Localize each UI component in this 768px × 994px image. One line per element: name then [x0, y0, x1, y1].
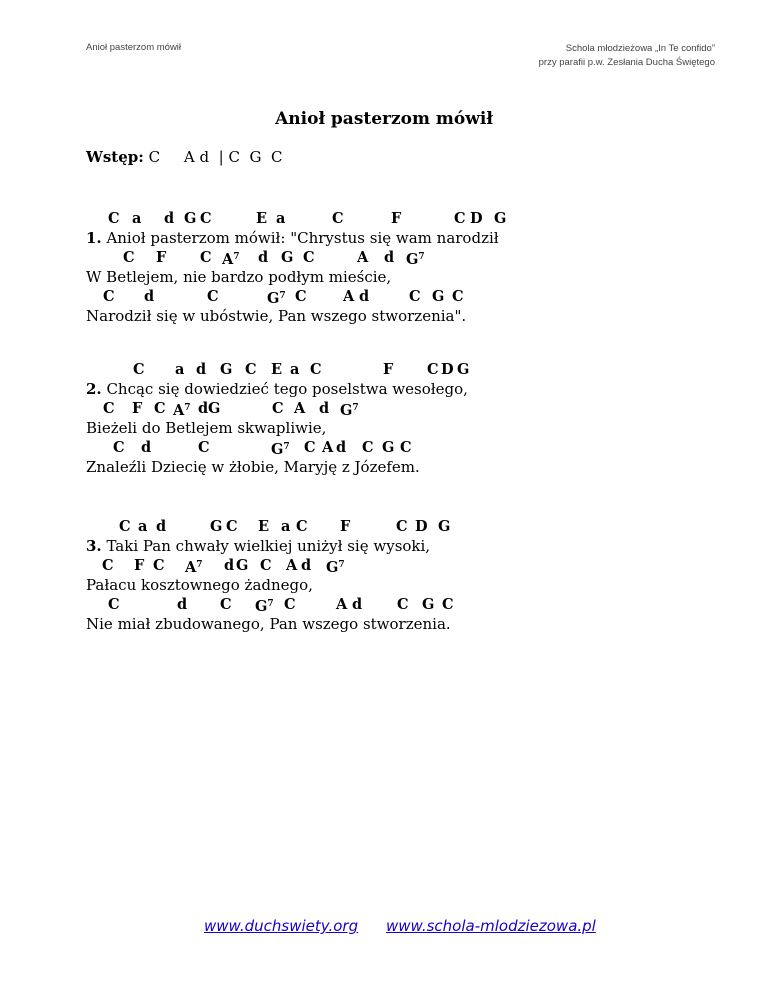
- verse-2: [86, 360, 468, 477]
- chord: d: [258, 249, 269, 266]
- chord: G: [208, 400, 221, 417]
- lyric-text: W Betlejem, nie bardzo podłym mieście,: [86, 267, 392, 286]
- chord: D: [441, 361, 454, 378]
- chord-root: G: [271, 441, 284, 458]
- chord: G: [382, 439, 395, 456]
- chord: C: [400, 439, 412, 456]
- chord: C: [260, 557, 272, 574]
- chord: C: [108, 210, 120, 227]
- chord: F: [391, 210, 402, 227]
- footer-link-duchswiety[interactable]: www.duchswiety.org: [204, 917, 359, 935]
- chord: [222, 248, 240, 270]
- verse-number: 2.: [86, 379, 102, 398]
- chord: a: [290, 361, 300, 378]
- chord: d: [141, 439, 152, 456]
- intro-label: Wstęp:: [86, 148, 144, 166]
- chord: d: [319, 400, 330, 417]
- chord: a: [132, 210, 142, 227]
- lyric-line: [86, 458, 468, 478]
- chord: C: [296, 518, 308, 535]
- chord: a: [276, 210, 286, 227]
- chord: G: [210, 518, 223, 535]
- chord: G: [422, 596, 435, 613]
- chord-superscript: 7: [233, 252, 240, 262]
- chord-root: G: [406, 251, 419, 268]
- chord: C: [304, 439, 316, 456]
- chord: d: [359, 288, 370, 305]
- chord-superscript: 7: [196, 560, 203, 570]
- chord-superscript: 7: [352, 403, 359, 413]
- chord-row: [86, 517, 451, 537]
- chord-superscript: 7: [279, 291, 286, 301]
- chord: d: [224, 557, 235, 574]
- chord-row: [86, 399, 468, 419]
- chord: C: [310, 361, 322, 378]
- chord-superscript: 7: [283, 442, 290, 452]
- chord: C: [452, 288, 464, 305]
- chord: a: [138, 518, 148, 535]
- chord-superscript: 7: [418, 252, 425, 262]
- lyric-line: [86, 268, 499, 288]
- chord: C: [123, 249, 135, 266]
- chord: C: [284, 596, 296, 613]
- chord: G: [432, 288, 445, 305]
- header-right: [539, 42, 715, 70]
- chord: C: [409, 288, 421, 305]
- chord: [173, 399, 191, 421]
- chord: C: [154, 400, 166, 417]
- chord-superscript: 7: [338, 560, 345, 570]
- chord: A: [322, 439, 334, 456]
- chord: F: [134, 557, 145, 574]
- intro-chords: C A d | C G C: [148, 148, 283, 166]
- chord-row: [86, 438, 468, 458]
- chord: C: [303, 249, 315, 266]
- lyric-text: Bieżeli do Betlejem skwapliwie,: [86, 418, 327, 437]
- chord: E: [258, 518, 270, 535]
- chord: E: [256, 210, 268, 227]
- lyric-line: [86, 537, 451, 557]
- chord: C: [220, 596, 232, 613]
- chord-row: [86, 248, 499, 268]
- chord: d: [198, 400, 209, 417]
- chord: d: [177, 596, 188, 613]
- chord: C: [332, 210, 344, 227]
- verse-number: 1.: [86, 228, 102, 247]
- lyric-text: Narodził się w ubóstwie, Pan wszego stworzenia".: [86, 306, 467, 325]
- chord: C: [102, 557, 114, 574]
- chord: C: [207, 288, 219, 305]
- chord: d: [384, 249, 395, 266]
- chord: [255, 595, 274, 617]
- chord: d: [301, 557, 312, 574]
- chord: A: [286, 557, 298, 574]
- chord: G: [220, 361, 233, 378]
- lyric-line: [86, 576, 451, 596]
- lyric-line: [86, 419, 468, 439]
- chord: C: [442, 596, 454, 613]
- header-right-line1: Schola młodzieżowa „In Te confido”: [565, 43, 715, 54]
- chord-root: G: [326, 559, 339, 576]
- chord: d: [336, 439, 347, 456]
- chord: A: [294, 400, 306, 417]
- chord: C: [396, 518, 408, 535]
- song-title: Anioł pasterzom mówił: [275, 109, 493, 129]
- chord: G: [494, 210, 507, 227]
- chord: A: [336, 596, 348, 613]
- chord: F: [132, 400, 143, 417]
- lyric-text: Nie miał zbudowanego, Pan wszego stworzenia.: [86, 614, 451, 633]
- lyric-text: Pałacu kosztownego żadnego,: [86, 575, 313, 594]
- chord-root: A: [222, 251, 234, 268]
- chord: [185, 556, 203, 578]
- chord: [340, 399, 359, 421]
- chord-root: A: [173, 402, 185, 419]
- verse-number: 3.: [86, 536, 102, 555]
- chord: C: [133, 361, 145, 378]
- chord-superscript: 7: [267, 599, 274, 609]
- chord: C: [427, 361, 439, 378]
- lyric-line: [86, 615, 451, 635]
- chord: C: [397, 596, 409, 613]
- chord: C: [272, 400, 284, 417]
- lyric-text: Znaleźli Dziecię w żłobie, Maryję z Józefem.: [86, 457, 420, 476]
- chord: a: [175, 361, 185, 378]
- chord: A: [357, 249, 369, 266]
- chord-root: G: [267, 290, 280, 307]
- chord: A: [343, 288, 355, 305]
- lyric-text: Chcąc się dowiedzieć tego poselstwa wesołego,: [101, 379, 468, 398]
- lyric-text: Anioł pasterzom mówił: "Chrystus się wam narodził: [101, 228, 499, 247]
- lyric-line: [86, 380, 468, 400]
- chord: d: [164, 210, 175, 227]
- lyric-text: Taki Pan chwały wielkiej uniżył się wysoki,: [101, 536, 431, 555]
- chord-row: [86, 287, 499, 307]
- chord: D: [470, 210, 483, 227]
- lyric-line: [86, 307, 499, 327]
- lyric-line: [86, 229, 499, 249]
- chord: a: [281, 518, 291, 535]
- chord: C: [198, 439, 210, 456]
- chord-root: G: [340, 402, 353, 419]
- chord: G: [457, 361, 470, 378]
- chord: C: [103, 400, 115, 417]
- chord: G: [184, 210, 197, 227]
- chord-row: [86, 209, 507, 229]
- chord: d: [352, 596, 363, 613]
- chord-superscript: 7: [184, 403, 191, 413]
- intro: [86, 148, 282, 166]
- footer-link-schola[interactable]: www.schola-mlodziezowa.pl: [386, 917, 596, 935]
- chord: F: [340, 518, 351, 535]
- chord: C: [108, 596, 120, 613]
- chord-row: [86, 360, 468, 380]
- chord: C: [153, 557, 165, 574]
- chord: C: [295, 288, 307, 305]
- chord: d: [144, 288, 155, 305]
- chord: G: [281, 249, 294, 266]
- chord: C: [245, 361, 257, 378]
- chord: C: [200, 210, 212, 227]
- chord: G: [236, 557, 249, 574]
- chord-row: [86, 556, 451, 576]
- chord: C: [119, 518, 131, 535]
- verse-1: [86, 209, 507, 326]
- chord: F: [383, 361, 394, 378]
- header-left: Anioł pasterzom mówił: [86, 42, 182, 53]
- chord-row: [86, 595, 454, 615]
- chord: d: [156, 518, 167, 535]
- verse-3: [86, 517, 454, 634]
- header-right-line2: przy parafii p.w. Zesłania Ducha Świętego: [538, 57, 715, 68]
- chord: [326, 556, 345, 578]
- chord: C: [200, 249, 212, 266]
- chord-root: A: [185, 559, 197, 576]
- chord: C: [103, 288, 115, 305]
- chord: C: [454, 210, 466, 227]
- chord: E: [271, 361, 283, 378]
- chord: C: [113, 439, 125, 456]
- chord: C: [226, 518, 238, 535]
- chord: d: [196, 361, 207, 378]
- chord: [271, 438, 290, 460]
- chord: F: [156, 249, 167, 266]
- chord: C: [362, 439, 374, 456]
- chord: [406, 248, 425, 270]
- chord-root: G: [255, 598, 268, 615]
- chord: G: [438, 518, 451, 535]
- chord: D: [415, 518, 428, 535]
- chord: [267, 287, 286, 309]
